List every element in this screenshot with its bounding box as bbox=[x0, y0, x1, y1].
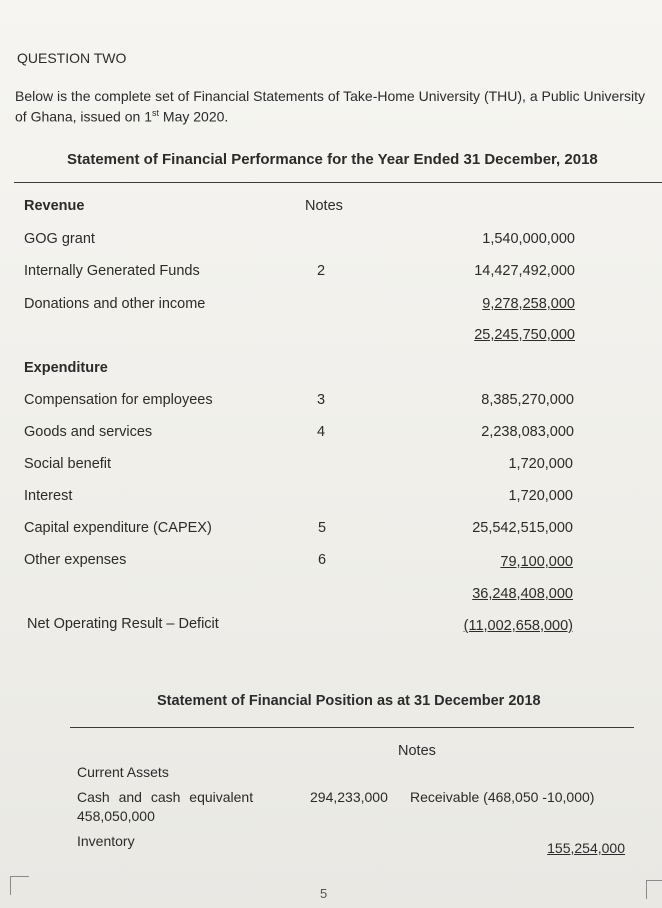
page-corner-mark-left bbox=[10, 876, 29, 895]
expenditure-amount-other: 79,100,000 bbox=[500, 554, 573, 570]
revenue-total: 25,245,750,000 bbox=[474, 327, 575, 343]
revenue-note-igf: 2 bbox=[316, 263, 326, 279]
expenditure-label-other: Other expenses bbox=[24, 552, 127, 568]
net-result-amount: (11,002,658,000) bbox=[463, 618, 573, 634]
expenditure-note-other: 6 bbox=[317, 552, 327, 568]
expenditure-total: 36,248,408,000 bbox=[472, 586, 573, 602]
title-rule bbox=[14, 182, 662, 183]
page-number: 5 bbox=[320, 886, 328, 901]
expenditure-amount-social: 1,720,000 bbox=[508, 456, 573, 472]
expenditure-label-goods: Goods and services bbox=[24, 424, 153, 440]
page-corner-mark-right bbox=[646, 880, 662, 899]
notes-heading: Notes bbox=[305, 198, 343, 214]
receivable-amount: 458,050,000 bbox=[77, 808, 155, 824]
expenditure-amount-interest: 1,720,000 bbox=[508, 488, 573, 504]
expenditure-amount-compensation: 8,385,270,000 bbox=[481, 392, 574, 408]
revenue-amount-igf: 14,427,492,000 bbox=[474, 263, 575, 279]
position-title: Statement of Financial Position as at 31 December 2018 bbox=[157, 693, 541, 709]
intro-date-tail: May 2020. bbox=[159, 108, 229, 125]
revenue-heading: Revenue bbox=[24, 198, 85, 214]
net-result-label: Net Operating Result – Deficit bbox=[27, 616, 219, 632]
revenue-label-igf: Internally Generated Funds bbox=[24, 263, 200, 279]
performance-title: Statement of Financial Performance for the Year Ended 31 December, 2018 bbox=[67, 151, 598, 168]
intro-text: Below is the complete set of Financial Statements of Take-Home University (THU), a Public University of Ghana, issued on 1 bbox=[15, 88, 645, 125]
receivable-label: Receivable (468,050 -10,000) bbox=[410, 789, 595, 805]
revenue-label-donations: Donations and other income bbox=[24, 296, 206, 312]
revenue-label-gog: GOG grant bbox=[24, 231, 95, 247]
question-heading: QUESTION TWO bbox=[17, 50, 127, 66]
revenue-amount-gog: 1,540,000,000 bbox=[482, 231, 575, 247]
expenditure-amount-capex: 25,542,515,000 bbox=[472, 520, 573, 536]
expenditure-label-interest: Interest bbox=[24, 488, 73, 504]
expenditure-label-capex: Capital expenditure (CAPEX) bbox=[24, 520, 212, 536]
current-assets-heading: Current Assets bbox=[77, 764, 169, 780]
expenditure-amount-goods: 2,238,083,000 bbox=[481, 424, 574, 440]
intro-paragraph bbox=[15, 88, 655, 126]
position-title-rule bbox=[70, 727, 634, 728]
expenditure-label-compensation: Compensation for employees bbox=[24, 392, 213, 408]
expenditure-label-social: Social benefit bbox=[24, 456, 112, 472]
expenditure-note-compensation: 3 bbox=[316, 392, 326, 408]
inventory-amount: 155,254,000 bbox=[547, 840, 625, 856]
position-notes-heading: Notes bbox=[398, 743, 436, 759]
revenue-amount-donations: 9,278,258,000 bbox=[482, 296, 575, 312]
intro-superscript: st bbox=[152, 108, 160, 118]
expenditure-note-capex: 5 bbox=[317, 520, 327, 536]
cash-label: Cash and cash equivalent bbox=[77, 789, 254, 805]
inventory-label: Inventory bbox=[77, 833, 135, 849]
cash-amount: 294,233,000 bbox=[310, 789, 388, 805]
expenditure-heading: Expenditure bbox=[24, 360, 108, 376]
expenditure-note-goods: 4 bbox=[316, 424, 326, 440]
